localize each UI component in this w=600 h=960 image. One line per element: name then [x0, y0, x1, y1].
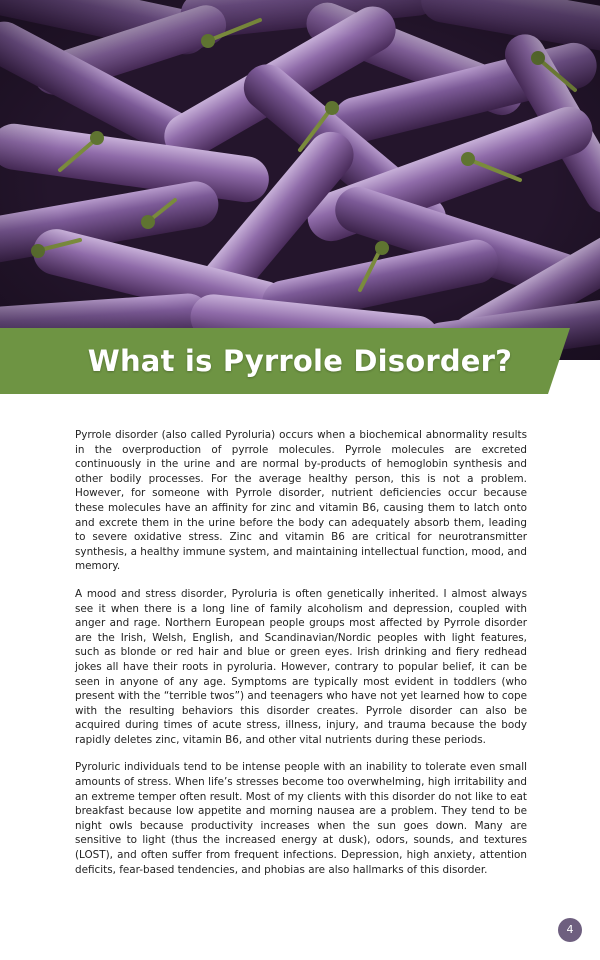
page-title: What is Pyrrole Disorder? — [87, 344, 513, 378]
title-banner — [0, 328, 600, 394]
paragraph-3: Pyroluric individuals tend to be intense people with an inability to tolerate even small amounts of stress. When life’s stresses become too overwhelming, high irritability and an extreme temper often result. Most of my clients with this disorder do not like to eat breakfast because low appetite and morning nausea are a problem. They tend to be night owls because productivity increases when the sun goes down. Many are sensitive to light (thus the increased energy at dusk), odors, sounds, and textures (LOST), and often suffer from frequent infections. Depression, high anxiety, attention deficits, fear-based tendencies, and phobias are also hallmarks of this disorder. — [75, 761, 527, 876]
page-number-badge: 4 — [558, 918, 582, 942]
paragraph-2: A mood and stress disorder, Pyroluria is often genetically inherited. I almost always see it when there is a long line of family alcoholism and depression, coupled with anger and rage. Northern European people groups most affected by Pyrrole disorder are the Irish, Welsh, English, and Scandinavian/Nordic peoples with light features, such as blonde or red hair and blue or green eyes. Irish drinking and fiery redhead jokes all have their roots in pyroluria. However, contrary to popular belief, it can be seen in anyone of any age. Symptoms are typically most evident in toddlers (who present with the “terrible twos”) and teenagers who have not yet learned how to cope with the resulting behaviors this disorder creates. Pyrrole disorder can also be acquired during times of acute stress, illness, injury, and trauma because the body rapidly deletes zinc, vitamin B6, and other vital nutrients during these periods. — [75, 587, 527, 746]
paragraph-1: Pyrrole disorder (also called Pyroluria) occurs when a biochemical abnormality results in the overproduction of pyrrole molecules. Pyrrole molecules are excreted continuously in the urine and are normal by-products of hemoglobin synthesis and other bodily processes. For the average healthy person, this is not a problem. However, for someone with Pyrrole disorder, nutrient deficiencies occur because these molecules have an affinity for zinc and vitamin B6, causing them to latch onto and excrete them in the urine before the body can adequately absorb them, leading to severe oxidative stress. Zinc and vitamin B6 are critical for neurotransmitter synthesis, a healthy immune system, and maintaining intellectual function, mood, and memory. — [75, 429, 527, 573]
article-body — [75, 428, 527, 890]
eggplant-pile-icon — [0, 0, 600, 360]
hero-eggplant-photo — [0, 0, 600, 360]
